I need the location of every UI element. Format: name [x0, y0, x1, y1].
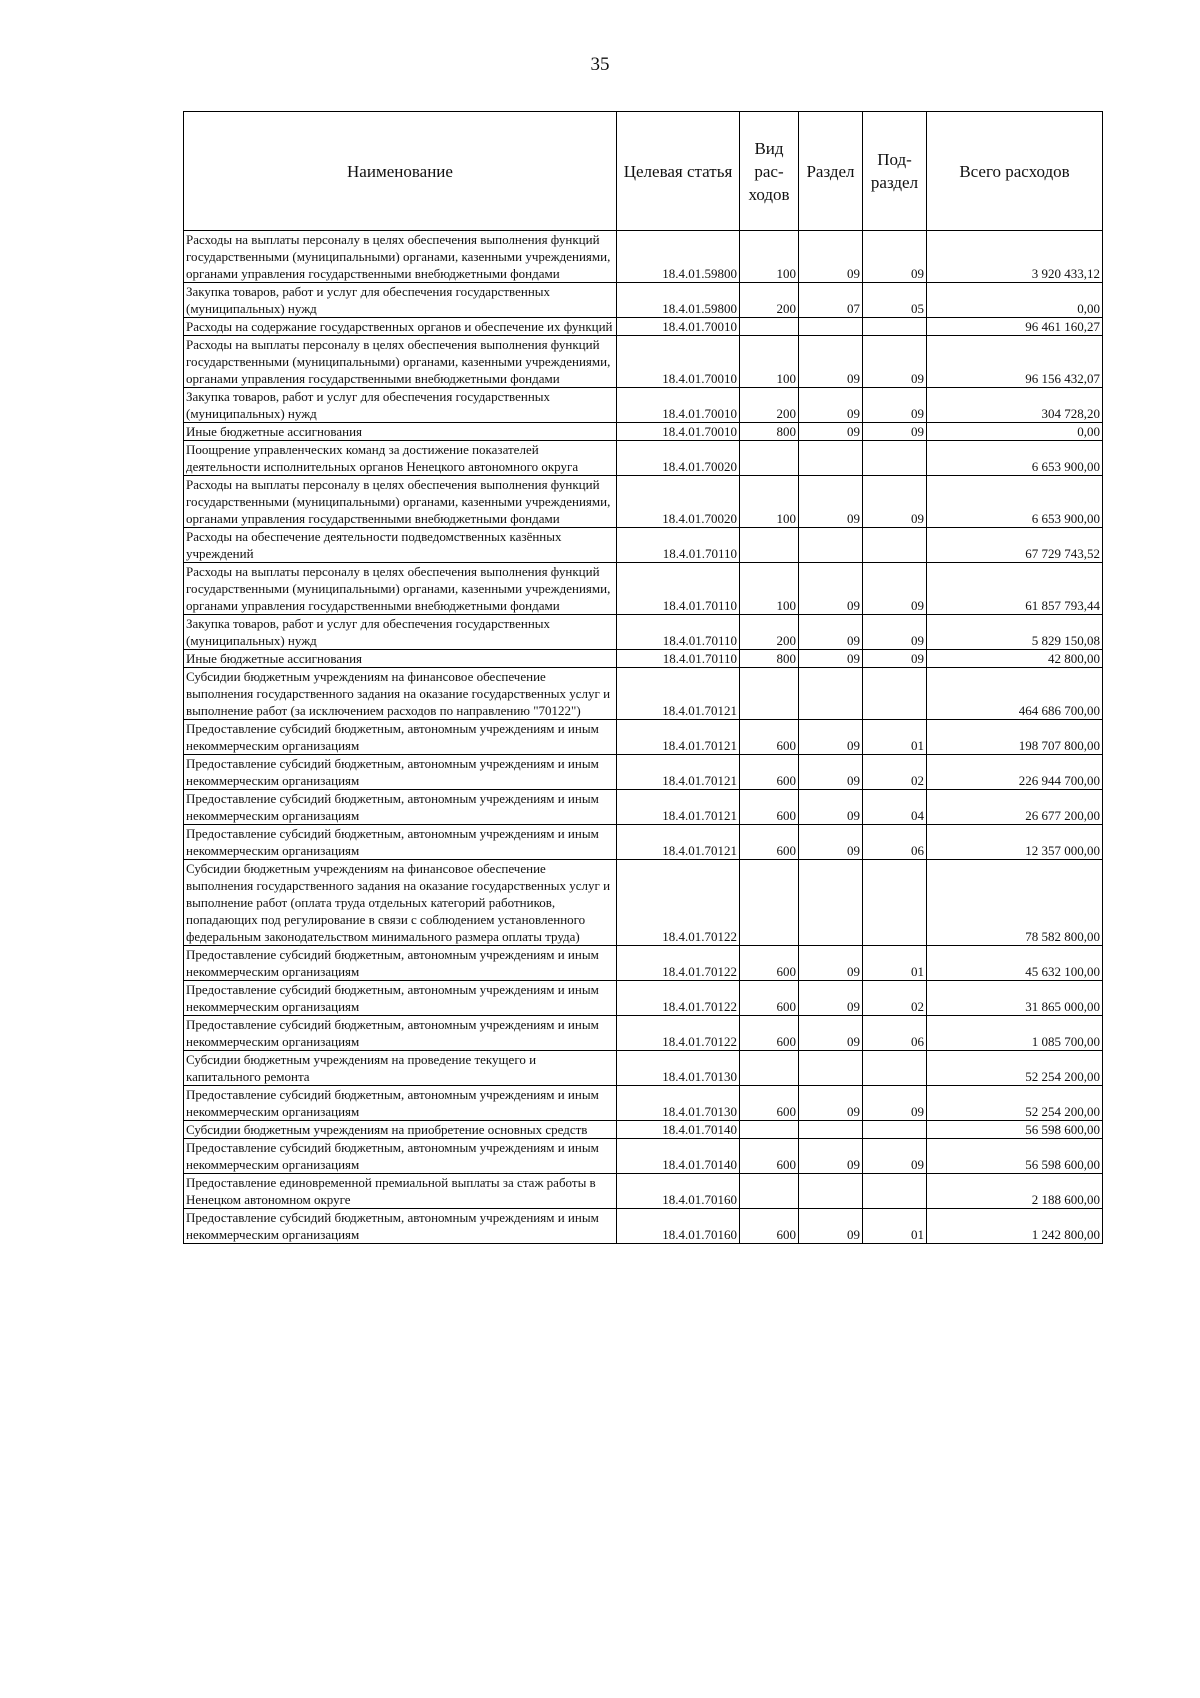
row-total: 2 188 600,00: [927, 1174, 1103, 1209]
row-section: [799, 1121, 863, 1139]
row-total: 464 686 700,00: [927, 668, 1103, 720]
row-section: 09: [799, 563, 863, 615]
row-code: 18.4.01.70140: [617, 1121, 740, 1139]
row-name: Предоставление субсидий бюджетным, автономным учреждениям и иным некоммерческим организациям: [184, 1139, 617, 1174]
row-section: 09: [799, 755, 863, 790]
row-total: 0,00: [927, 283, 1103, 318]
table-body: [184, 231, 1103, 1244]
row-total: 6 653 900,00: [927, 441, 1103, 476]
row-name: Закупка товаров, работ и услуг для обеспечения государственных (муниципальных) нужд: [184, 283, 617, 318]
row-type: [740, 1174, 799, 1209]
row-subsection: 01: [863, 946, 927, 981]
row-type: 600: [740, 790, 799, 825]
table-row: [184, 615, 1103, 650]
row-total: 226 944 700,00: [927, 755, 1103, 790]
row-total: 78 582 800,00: [927, 860, 1103, 946]
row-name: Поощрение управленческих команд за достижение показателей деятельности исполнительных органов Ненецкого автономного округа: [184, 441, 617, 476]
row-code: 18.4.01.70121: [617, 790, 740, 825]
header-section: Раздел: [799, 112, 863, 231]
table-row: [184, 283, 1103, 318]
row-subsection: 05: [863, 283, 927, 318]
row-total: 304 728,20: [927, 388, 1103, 423]
row-name: Предоставление субсидий бюджетным, автономным учреждениям и иным некоммерческим организациям: [184, 755, 617, 790]
row-subsection: 09: [863, 476, 927, 528]
table-row: [184, 528, 1103, 563]
row-type: 100: [740, 563, 799, 615]
row-subsection: 09: [863, 336, 927, 388]
row-section: 09: [799, 946, 863, 981]
row-name: Субсидии бюджетным учреждениям на финансовое обеспечение выполнения государственного задания на оказание государственных услуг и выполнение работ (оплата труда отдельных категорий работников, попадающих под регулирование в связи с соблюдением установленного федеральным законодательством минимального размера оплаты труда): [184, 860, 617, 946]
row-code: 18.4.01.70020: [617, 441, 740, 476]
row-total: 56 598 600,00: [927, 1139, 1103, 1174]
row-name: Расходы на содержание государственных органов и обеспечение их функций: [184, 318, 617, 336]
row-section: 07: [799, 283, 863, 318]
row-total: 1 242 800,00: [927, 1209, 1103, 1244]
row-name: Закупка товаров, работ и услуг для обеспечения государственных (муниципальных) нужд: [184, 388, 617, 423]
row-code: 18.4.01.70140: [617, 1139, 740, 1174]
row-type: 200: [740, 283, 799, 318]
header-type: Вид рас-ходов: [740, 112, 799, 231]
row-name: Иные бюджетные ассигнования: [184, 423, 617, 441]
row-code: 18.4.01.59800: [617, 283, 740, 318]
row-type: [740, 318, 799, 336]
row-name: Предоставление субсидий бюджетным, автономным учреждениям и иным некоммерческим организациям: [184, 825, 617, 860]
row-total: 198 707 800,00: [927, 720, 1103, 755]
row-code: 18.4.01.70010: [617, 336, 740, 388]
table-row: [184, 1051, 1103, 1086]
table-row: [184, 825, 1103, 860]
table-row: [184, 1174, 1103, 1209]
row-subsection: [863, 441, 927, 476]
table-row: [184, 668, 1103, 720]
row-section: 09: [799, 981, 863, 1016]
table-row: [184, 1016, 1103, 1051]
row-total: 52 254 200,00: [927, 1051, 1103, 1086]
row-type: [740, 1051, 799, 1086]
row-subsection: 04: [863, 790, 927, 825]
row-section: [799, 1174, 863, 1209]
row-type: 600: [740, 1139, 799, 1174]
row-type: 600: [740, 946, 799, 981]
table-row: [184, 946, 1103, 981]
row-section: 09: [799, 1016, 863, 1051]
table-row: [184, 981, 1103, 1016]
table-row: [184, 423, 1103, 441]
row-total: 3 920 433,12: [927, 231, 1103, 283]
row-type: 600: [740, 1016, 799, 1051]
table-row: [184, 860, 1103, 946]
header-code: Целевая статья: [617, 112, 740, 231]
row-section: [799, 318, 863, 336]
row-total: 12 357 000,00: [927, 825, 1103, 860]
row-name: Расходы на выплаты персоналу в целях обеспечения выполнения функций государственными (муниципальными) органами, казенными учреждениями, органами управления государственными внебюджетными фондами: [184, 336, 617, 388]
row-section: 09: [799, 231, 863, 283]
row-total: 67 729 743,52: [927, 528, 1103, 563]
table-row: [184, 336, 1103, 388]
row-type: [740, 668, 799, 720]
row-section: 09: [799, 1209, 863, 1244]
table-row: [184, 1121, 1103, 1139]
table-row: [184, 755, 1103, 790]
row-type: 600: [740, 755, 799, 790]
row-subsection: 09: [863, 231, 927, 283]
row-name: Предоставление субсидий бюджетным, автономным учреждениям и иным некоммерческим организациям: [184, 981, 617, 1016]
row-code: 18.4.01.70130: [617, 1051, 740, 1086]
row-total: 26 677 200,00: [927, 790, 1103, 825]
row-code: 18.4.01.70110: [617, 528, 740, 563]
table-header: [184, 112, 1103, 231]
row-code: 18.4.01.70110: [617, 563, 740, 615]
row-section: 09: [799, 720, 863, 755]
row-subsection: 02: [863, 755, 927, 790]
row-subsection: 01: [863, 1209, 927, 1244]
row-code: 18.4.01.70010: [617, 423, 740, 441]
row-name: Иные бюджетные ассигнования: [184, 650, 617, 668]
row-type: 100: [740, 476, 799, 528]
table-row: [184, 720, 1103, 755]
row-section: 09: [799, 615, 863, 650]
row-subsection: 01: [863, 720, 927, 755]
row-name: Закупка товаров, работ и услуг для обеспечения государственных (муниципальных) нужд: [184, 615, 617, 650]
row-name: Предоставление субсидий бюджетным, автономным учреждениям и иным некоммерческим организациям: [184, 720, 617, 755]
row-type: 600: [740, 720, 799, 755]
row-code: 18.4.01.70121: [617, 668, 740, 720]
row-subsection: 02: [863, 981, 927, 1016]
row-subsection: [863, 528, 927, 563]
row-name: Субсидии бюджетным учреждениям на финансовое обеспечение выполнения государственного задания на оказание государственных услуг и выполнение работ (за исключением расходов по направлению "70122"): [184, 668, 617, 720]
header-name: Наименование: [184, 112, 617, 231]
row-code: 18.4.01.70121: [617, 720, 740, 755]
row-code: 18.4.01.70160: [617, 1209, 740, 1244]
row-subsection: 09: [863, 563, 927, 615]
row-section: 09: [799, 650, 863, 668]
table-row: [184, 231, 1103, 283]
row-section: [799, 1051, 863, 1086]
row-type: 100: [740, 336, 799, 388]
row-total: 61 857 793,44: [927, 563, 1103, 615]
table-row: [184, 441, 1103, 476]
row-section: 09: [799, 388, 863, 423]
row-total: 6 653 900,00: [927, 476, 1103, 528]
row-total: 45 632 100,00: [927, 946, 1103, 981]
row-name: Расходы на выплаты персоналу в целях обеспечения выполнения функций государственными (муниципальными) органами, казенными учреждениями, органами управления государственными внебюджетными фондами: [184, 563, 617, 615]
row-type: 800: [740, 423, 799, 441]
row-total: 96 156 432,07: [927, 336, 1103, 388]
row-type: 800: [740, 650, 799, 668]
row-code: 18.4.01.70110: [617, 615, 740, 650]
row-code: 18.4.01.70130: [617, 1086, 740, 1121]
row-subsection: 09: [863, 1139, 927, 1174]
row-section: 09: [799, 423, 863, 441]
table-row: [184, 563, 1103, 615]
row-type: 600: [740, 1086, 799, 1121]
row-subsection: [863, 318, 927, 336]
row-name: Предоставление субсидий бюджетным, автономным учреждениям и иным некоммерческим организациям: [184, 946, 617, 981]
row-total: 5 829 150,08: [927, 615, 1103, 650]
header-total: Всего расходов: [927, 112, 1103, 231]
row-code: 18.4.01.70122: [617, 1016, 740, 1051]
row-subsection: [863, 668, 927, 720]
row-name: Расходы на выплаты персоналу в целях обеспечения выполнения функций государственными (муниципальными) органами, казенными учреждениями, органами управления государственными внебюджетными фондами: [184, 476, 617, 528]
table-row: [184, 790, 1103, 825]
row-name: Предоставление субсидий бюджетным, автономным учреждениям и иным некоммерческим организациям: [184, 790, 617, 825]
row-section: 09: [799, 336, 863, 388]
row-section: [799, 668, 863, 720]
table-row: [184, 388, 1103, 423]
table-row: [184, 1139, 1103, 1174]
row-name: Предоставление субсидий бюджетным, автономным учреждениям и иным некоммерческим организациям: [184, 1209, 617, 1244]
row-name: Предоставление единовременной премиальной выплаты за стаж работы в Ненецком автономном округе: [184, 1174, 617, 1209]
row-code: 18.4.01.70122: [617, 981, 740, 1016]
row-total: 42 800,00: [927, 650, 1103, 668]
row-subsection: [863, 1121, 927, 1139]
row-subsection: 09: [863, 650, 927, 668]
row-code: 18.4.01.70160: [617, 1174, 740, 1209]
row-type: 100: [740, 231, 799, 283]
page-number: 35: [590, 54, 610, 75]
row-type: 600: [740, 981, 799, 1016]
row-name: Расходы на выплаты персоналу в целях обеспечения выполнения функций государственными (муниципальными) органами, казенными учреждениями, органами управления государственными внебюджетными фондами: [184, 231, 617, 283]
row-subsection: 09: [863, 615, 927, 650]
row-section: [799, 860, 863, 946]
row-code: 18.4.01.70020: [617, 476, 740, 528]
table-row: [184, 1209, 1103, 1244]
table-row: [184, 1086, 1103, 1121]
row-type: [740, 1121, 799, 1139]
table-row: [184, 476, 1103, 528]
row-subsection: 06: [863, 825, 927, 860]
row-type: [740, 441, 799, 476]
row-total: 1 085 700,00: [927, 1016, 1103, 1051]
row-subsection: [863, 860, 927, 946]
row-total: 52 254 200,00: [927, 1086, 1103, 1121]
header-row: [184, 112, 1103, 231]
row-section: 09: [799, 1139, 863, 1174]
row-type: [740, 860, 799, 946]
row-total: 96 461 160,27: [927, 318, 1103, 336]
row-code: 18.4.01.70121: [617, 755, 740, 790]
row-type: 600: [740, 825, 799, 860]
row-section: 09: [799, 1086, 863, 1121]
row-code: 18.4.01.70110: [617, 650, 740, 668]
row-subsection: 09: [863, 1086, 927, 1121]
row-subsection: [863, 1051, 927, 1086]
row-code: 18.4.01.59800: [617, 231, 740, 283]
row-type: 600: [740, 1209, 799, 1244]
row-code: 18.4.01.70121: [617, 825, 740, 860]
header-subsection: Под-раздел: [863, 112, 927, 231]
row-type: [740, 528, 799, 563]
row-total: 0,00: [927, 423, 1103, 441]
row-subsection: 06: [863, 1016, 927, 1051]
table-row: [184, 318, 1103, 336]
row-section: [799, 441, 863, 476]
row-code: 18.4.01.70010: [617, 318, 740, 336]
row-type: 200: [740, 388, 799, 423]
row-name: Предоставление субсидий бюджетным, автономным учреждениям и иным некоммерческим организациям: [184, 1086, 617, 1121]
row-code: 18.4.01.70122: [617, 860, 740, 946]
row-name: Субсидии бюджетным учреждениям на проведение текущего и капитального ремонта: [184, 1051, 617, 1086]
row-name: Субсидии бюджетным учреждениям на приобретение основных средств: [184, 1121, 617, 1139]
row-section: 09: [799, 790, 863, 825]
row-code: 18.4.01.70010: [617, 388, 740, 423]
row-total: 56 598 600,00: [927, 1121, 1103, 1139]
table-row: [184, 650, 1103, 668]
row-subsection: 09: [863, 388, 927, 423]
row-name: Предоставление субсидий бюджетным, автономным учреждениям и иным некоммерческим организациям: [184, 1016, 617, 1051]
row-type: 200: [740, 615, 799, 650]
row-total: 31 865 000,00: [927, 981, 1103, 1016]
row-code: 18.4.01.70122: [617, 946, 740, 981]
row-section: [799, 528, 863, 563]
budget-table: [183, 111, 1103, 1244]
row-name: Расходы на обеспечение деятельности подведомственных казённых учреждений: [184, 528, 617, 563]
row-section: 09: [799, 476, 863, 528]
row-subsection: 09: [863, 423, 927, 441]
row-section: 09: [799, 825, 863, 860]
row-subsection: [863, 1174, 927, 1209]
